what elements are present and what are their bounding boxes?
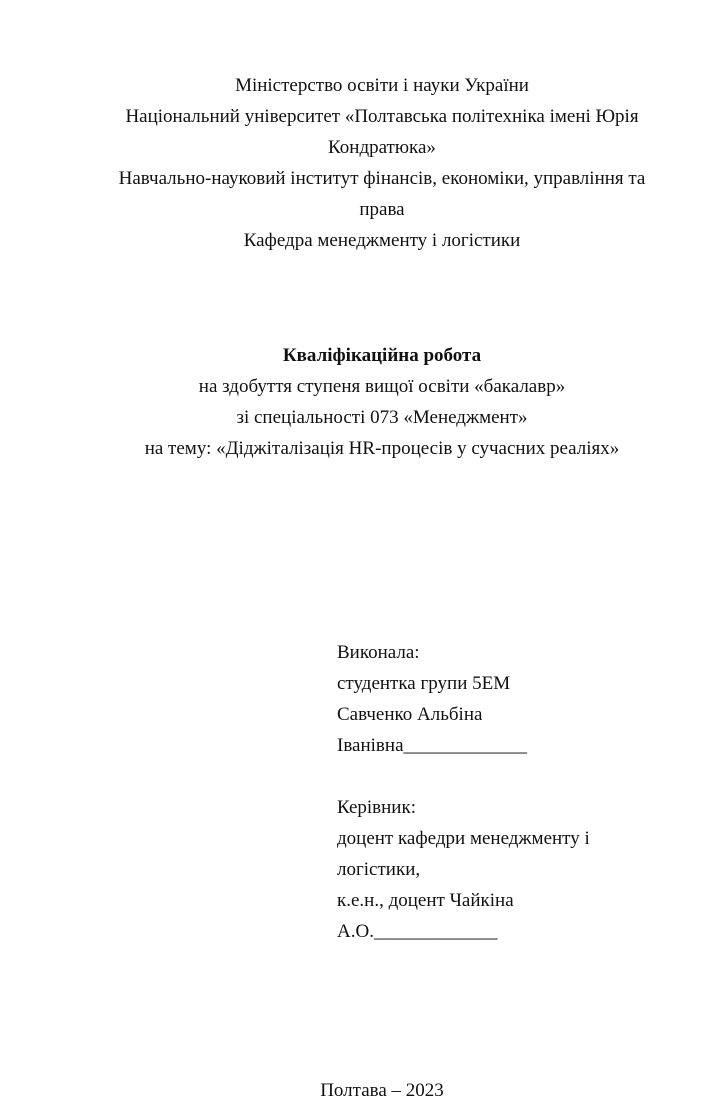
city-year-line: Полтава – 2023 bbox=[320, 1080, 444, 1101]
author-block bbox=[337, 637, 668, 761]
work-title: Кваліфікаційна робота bbox=[282, 345, 482, 366]
supervisor-position-line: доцент кафедри менеджменту і логістики, bbox=[337, 828, 590, 880]
author-label: Виконала: bbox=[337, 642, 420, 663]
author-group-line: студентка групи 5ЕМ bbox=[337, 673, 511, 694]
supervisor-label: Керівник: bbox=[337, 797, 416, 818]
supervisor-name-signature-line: к.е.н., доцент Чайкіна А.О._____________ bbox=[337, 890, 514, 942]
institution-header bbox=[96, 70, 668, 256]
work-title-block bbox=[96, 340, 668, 464]
degree-line: на здобуття ступеня вищої освіти «бакалавр» bbox=[198, 376, 566, 397]
university-line: Національний університет «Полтавська політехніка імені Юрія Кондратюка» bbox=[125, 106, 639, 158]
specialty-line: зі спеціальності 073 «Менеджмент» bbox=[236, 407, 528, 428]
department-line: Кафедра менеджменту і логістики bbox=[243, 230, 521, 251]
topic-line: на тему: «Діджіталізація HR-процесів у сучасних реаліях» bbox=[144, 438, 620, 459]
ministry-line: Міністерство освіти і науки України bbox=[235, 75, 529, 96]
author-name-signature-line: Савченко Альбіна Іванівна_____________ bbox=[337, 704, 527, 756]
city-year-footer bbox=[96, 1075, 668, 1106]
institute-line: Навчально-науковий інститут фінансів, економіки, управління та права bbox=[118, 168, 646, 220]
supervisor-block bbox=[337, 792, 668, 947]
